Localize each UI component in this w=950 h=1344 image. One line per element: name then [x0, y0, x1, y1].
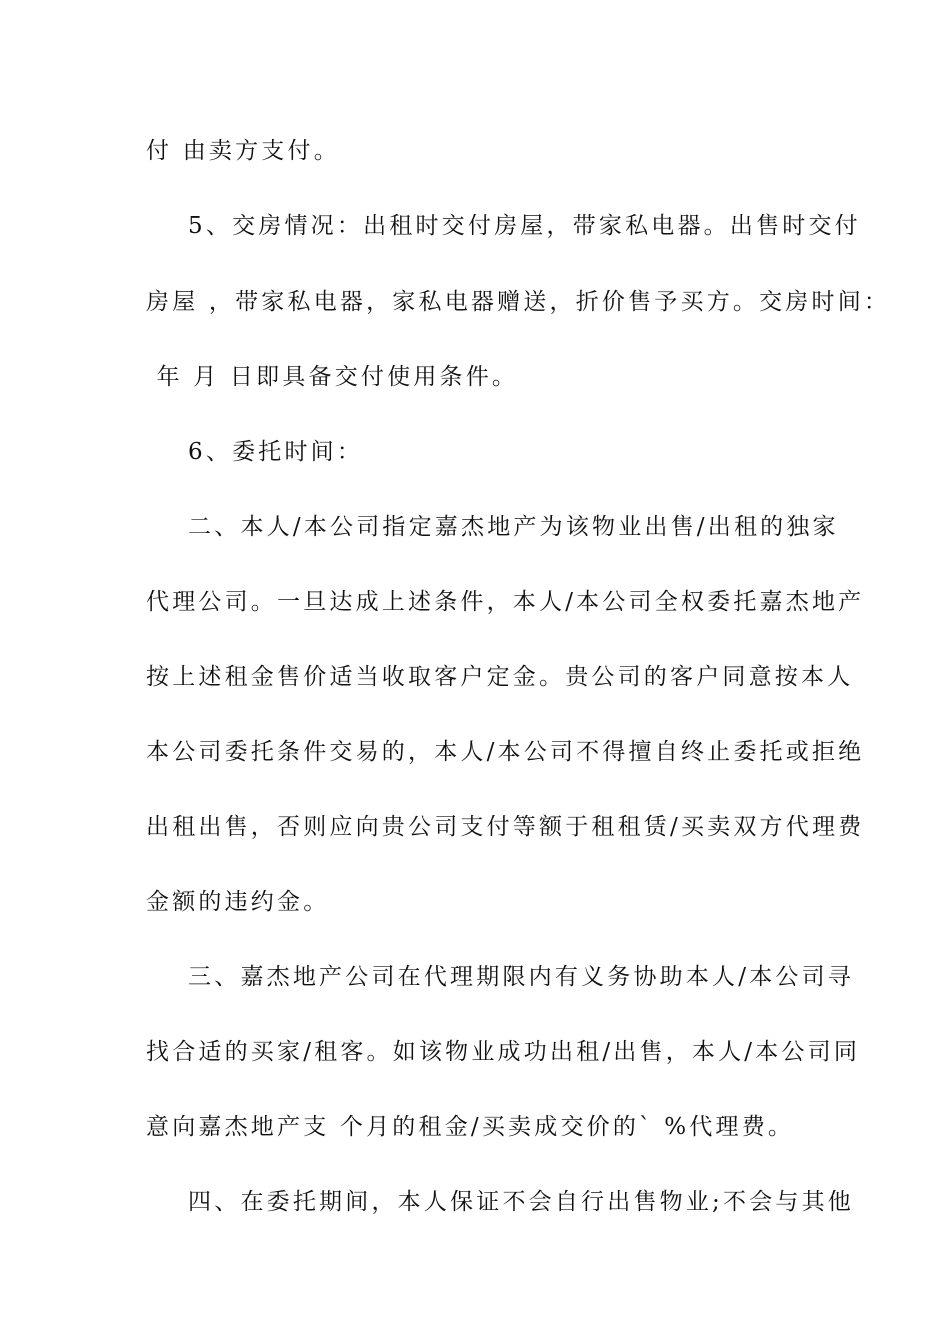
text-line: 5、交房情况：出租时交付房屋，带家私电器。出售时交付 [146, 213, 861, 239]
text-line: 二、本人/本公司指定嘉杰地产为该物业出售/出租的独家 [146, 514, 839, 540]
text-line: 出租出售，否则应向贵公司支付等额于租租赁/买卖双方代理费 [146, 814, 865, 840]
text-line: 付 由卖方支付。 [146, 138, 340, 164]
text-line: 年 月 日即具备交付使用条件。 [146, 364, 519, 390]
text-line: 三、嘉杰地产公司在代理期限内有义务协助本人/本公司寻 [146, 964, 854, 990]
text-line: 本公司委托条件交易的，本人/本公司不得擅自终止委托或拒绝 [146, 739, 865, 765]
text-line: 意向嘉杰地产支 个月的租金/买卖成交价的` %代理费。 [146, 1114, 795, 1140]
text-line: 四、在委托期间，本人保证不会自行出售物业;不会与其他 [146, 1189, 854, 1215]
text-line: 代理公司。一旦达成上述条件，本人/本公司全权委托嘉杰地产 [146, 589, 865, 615]
text-line: 房屋 ，带家私电器，家私电器赠送，折价售予买方。交房时间： [146, 289, 891, 315]
text-line: 找合适的买家/租客。如该物业成功出租/出售，本人/本公司同 [146, 1039, 861, 1065]
text-line: 按上述租金售价适当收取客户定金。贵公司的客户同意按本人 [146, 664, 854, 690]
text-line: 金额的违约金。 [146, 889, 330, 915]
text-line: 6、委托时间： [146, 439, 364, 465]
